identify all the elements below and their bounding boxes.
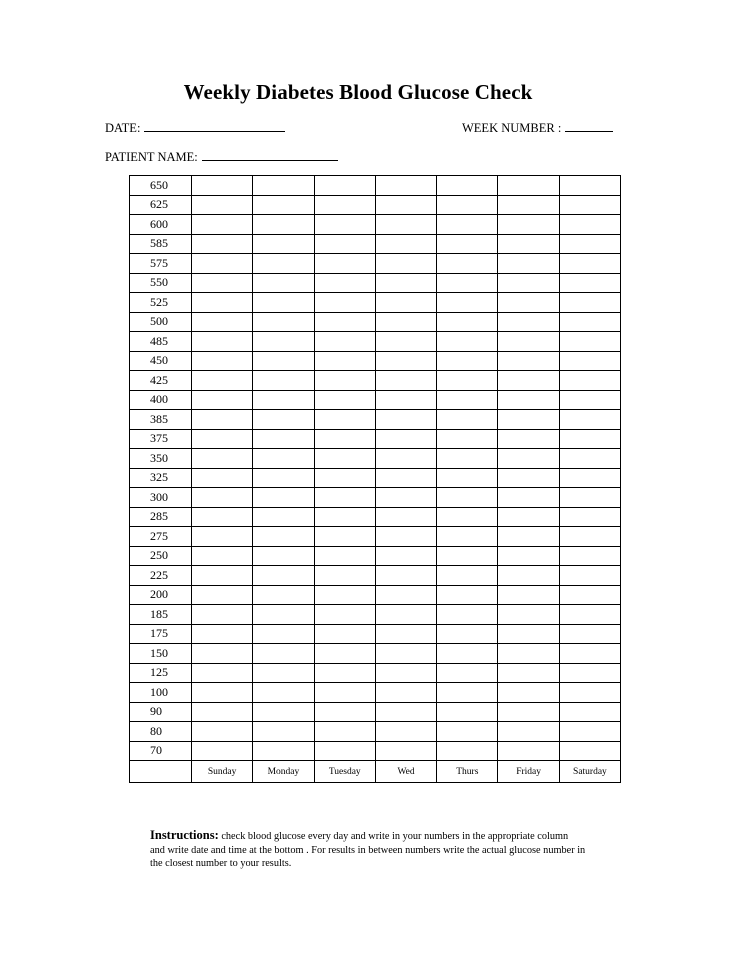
entry-cell[interactable] <box>375 722 436 742</box>
entry-cell[interactable] <box>559 488 620 508</box>
entry-cell[interactable] <box>437 176 498 196</box>
entry-cell[interactable] <box>375 195 436 215</box>
entry-cell[interactable] <box>498 410 559 430</box>
grid-row <box>130 371 621 391</box>
entry-cell[interactable] <box>375 254 436 274</box>
entry-cell[interactable] <box>375 566 436 586</box>
entry-cell[interactable] <box>437 468 498 488</box>
entry-cell[interactable] <box>437 663 498 683</box>
entry-cell[interactable] <box>192 566 253 586</box>
entry-cell[interactable] <box>253 429 314 449</box>
entry-cell[interactable] <box>314 663 375 683</box>
entry-cell[interactable] <box>498 488 559 508</box>
entry-cell[interactable] <box>437 195 498 215</box>
grid-row <box>130 351 621 371</box>
entry-cell[interactable] <box>253 332 314 352</box>
entry-cell[interactable] <box>498 312 559 332</box>
grid-row <box>130 449 621 469</box>
entry-cell[interactable] <box>437 312 498 332</box>
grid-row <box>130 468 621 488</box>
entry-cell[interactable] <box>498 273 559 293</box>
entry-cell[interactable] <box>559 566 620 586</box>
entry-cell[interactable] <box>192 371 253 391</box>
entry-cell[interactable] <box>253 663 314 683</box>
entry-cell[interactable] <box>192 507 253 527</box>
entry-cell[interactable] <box>375 390 436 410</box>
entry-cell[interactable] <box>192 449 253 469</box>
entry-cell[interactable] <box>192 176 253 196</box>
entry-cell[interactable] <box>253 215 314 235</box>
entry-cell[interactable] <box>253 605 314 625</box>
glucose-value-label: 585 <box>130 234 192 254</box>
instructions-line-2: and write date and time at the bottom . For results in between numbers write the actual glucose number in <box>150 844 586 856</box>
entry-cell[interactable] <box>498 351 559 371</box>
entry-cell[interactable] <box>375 507 436 527</box>
glucose-value-label: 300 <box>130 488 192 508</box>
entry-cell[interactable] <box>437 293 498 313</box>
week-number-blank-line[interactable] <box>565 120 613 132</box>
entry-cell[interactable] <box>559 546 620 566</box>
entry-cell[interactable] <box>559 410 620 430</box>
entry-cell[interactable] <box>314 195 375 215</box>
entry-cell[interactable] <box>375 741 436 761</box>
grid-row <box>130 527 621 547</box>
entry-cell[interactable] <box>192 624 253 644</box>
entry-cell[interactable] <box>253 644 314 664</box>
entry-cell[interactable] <box>375 644 436 664</box>
entry-cell[interactable] <box>375 468 436 488</box>
entry-cell[interactable] <box>314 624 375 644</box>
entry-cell[interactable] <box>437 390 498 410</box>
entry-cell[interactable] <box>314 273 375 293</box>
day-label-thurs: Thurs <box>437 761 498 783</box>
grid-row <box>130 683 621 703</box>
entry-cell[interactable] <box>437 527 498 547</box>
day-header-row <box>130 761 621 783</box>
grid-row <box>130 702 621 722</box>
entry-cell[interactable] <box>253 741 314 761</box>
glucose-value-label: 275 <box>130 527 192 547</box>
corner-cell <box>130 761 192 783</box>
entry-cell[interactable] <box>498 371 559 391</box>
glucose-value-label: 450 <box>130 351 192 371</box>
entry-cell[interactable] <box>498 293 559 313</box>
grid-row <box>130 605 621 625</box>
glucose-value-label: 500 <box>130 312 192 332</box>
entry-cell[interactable] <box>192 273 253 293</box>
entry-cell[interactable] <box>314 176 375 196</box>
glucose-value-label: 350 <box>130 449 192 469</box>
entry-cell[interactable] <box>253 624 314 644</box>
day-label-friday: Friday <box>498 761 559 783</box>
entry-cell[interactable] <box>314 312 375 332</box>
entry-cell[interactable] <box>375 371 436 391</box>
entry-cell[interactable] <box>498 605 559 625</box>
entry-cell[interactable] <box>314 683 375 703</box>
entry-cell[interactable] <box>253 176 314 196</box>
glucose-value-label: 250 <box>130 546 192 566</box>
entry-cell[interactable] <box>559 644 620 664</box>
entry-cell[interactable] <box>192 254 253 274</box>
entry-cell[interactable] <box>559 722 620 742</box>
entry-cell[interactable] <box>314 234 375 254</box>
entry-cell[interactable] <box>314 566 375 586</box>
page-title: Weekly Diabetes Blood Glucose Check <box>183 80 533 104</box>
entry-cell[interactable] <box>559 663 620 683</box>
date-field <box>105 120 285 136</box>
entry-cell[interactable] <box>192 332 253 352</box>
week-number-label: WEEK NUMBER : <box>462 121 562 135</box>
day-label-saturday: Saturday <box>559 761 620 783</box>
glucose-value-label: 385 <box>130 410 192 430</box>
entry-cell[interactable] <box>314 585 375 605</box>
entry-cell[interactable] <box>498 429 559 449</box>
entry-cell[interactable] <box>498 390 559 410</box>
entry-cell[interactable] <box>559 293 620 313</box>
entry-cell[interactable] <box>253 293 314 313</box>
glucose-value-label: 225 <box>130 566 192 586</box>
entry-cell[interactable] <box>498 254 559 274</box>
entry-cell[interactable] <box>559 176 620 196</box>
entry-cell[interactable] <box>253 527 314 547</box>
entry-cell[interactable] <box>559 429 620 449</box>
entry-cell[interactable] <box>253 507 314 527</box>
entry-cell[interactable] <box>192 351 253 371</box>
glucose-value-label: 150 <box>130 644 192 664</box>
entry-cell[interactable] <box>498 468 559 488</box>
entry-cell[interactable] <box>437 741 498 761</box>
entry-cell[interactable] <box>314 390 375 410</box>
entry-cell[interactable] <box>498 176 559 196</box>
entry-cell[interactable] <box>192 741 253 761</box>
entry-cell[interactable] <box>253 351 314 371</box>
entry-cell[interactable] <box>253 371 314 391</box>
instructions-line-1: check blood glucose every day and write in your numbers in the appropriate column <box>218 831 569 842</box>
entry-cell[interactable] <box>192 527 253 547</box>
entry-cell[interactable] <box>498 332 559 352</box>
glucose-value-label: 325 <box>130 468 192 488</box>
entry-cell[interactable] <box>253 702 314 722</box>
glucose-value-label: 625 <box>130 195 192 215</box>
entry-cell[interactable] <box>559 332 620 352</box>
entry-cell[interactable] <box>314 644 375 664</box>
entry-cell[interactable] <box>437 351 498 371</box>
entry-cell[interactable] <box>192 683 253 703</box>
entry-cell[interactable] <box>559 254 620 274</box>
entry-cell[interactable] <box>314 702 375 722</box>
entry-cell[interactable] <box>192 293 253 313</box>
entry-cell[interactable] <box>314 371 375 391</box>
entry-cell[interactable] <box>559 624 620 644</box>
entry-cell[interactable] <box>437 644 498 664</box>
entry-cell[interactable] <box>314 605 375 625</box>
entry-cell[interactable] <box>375 624 436 644</box>
entry-cell[interactable] <box>375 663 436 683</box>
entry-cell[interactable] <box>375 605 436 625</box>
entry-cell[interactable] <box>559 273 620 293</box>
entry-cell[interactable] <box>437 722 498 742</box>
entry-cell[interactable] <box>375 176 436 196</box>
entry-cell[interactable] <box>498 215 559 235</box>
entry-cell[interactable] <box>375 332 436 352</box>
entry-cell[interactable] <box>314 546 375 566</box>
entry-cell[interactable] <box>559 449 620 469</box>
grid-row <box>130 410 621 430</box>
entry-cell[interactable] <box>192 585 253 605</box>
entry-cell[interactable] <box>437 371 498 391</box>
entry-cell[interactable] <box>437 566 498 586</box>
entry-cell[interactable] <box>253 449 314 469</box>
grid-row <box>130 215 621 235</box>
entry-cell[interactable] <box>192 722 253 742</box>
entry-cell[interactable] <box>314 468 375 488</box>
entry-cell[interactable] <box>559 390 620 410</box>
entry-cell[interactable] <box>559 702 620 722</box>
entry-cell[interactable] <box>314 741 375 761</box>
entry-cell[interactable] <box>498 546 559 566</box>
entry-cell[interactable] <box>314 332 375 352</box>
entry-cell[interactable] <box>375 488 436 508</box>
glucose-value-label: 575 <box>130 254 192 274</box>
grid-row <box>130 234 621 254</box>
patient-name-label: PATIENT NAME: <box>105 150 198 164</box>
entry-cell[interactable] <box>559 585 620 605</box>
entry-cell[interactable] <box>192 546 253 566</box>
date-label: DATE: <box>105 121 141 135</box>
entry-cell[interactable] <box>253 234 314 254</box>
entry-cell[interactable] <box>253 273 314 293</box>
entry-cell[interactable] <box>314 429 375 449</box>
entry-cell[interactable] <box>437 234 498 254</box>
entry-cell[interactable] <box>253 546 314 566</box>
entry-cell[interactable] <box>314 410 375 430</box>
entry-cell[interactable] <box>192 410 253 430</box>
grid-row <box>130 488 621 508</box>
entry-cell[interactable] <box>314 507 375 527</box>
entry-cell[interactable] <box>314 449 375 469</box>
entry-cell[interactable] <box>559 312 620 332</box>
grid-row <box>130 293 621 313</box>
entry-cell[interactable] <box>253 254 314 274</box>
entry-cell[interactable] <box>375 410 436 430</box>
entry-cell[interactable] <box>437 702 498 722</box>
entry-cell[interactable] <box>559 468 620 488</box>
entry-cell[interactable] <box>375 351 436 371</box>
glucose-value-label: 600 <box>130 215 192 235</box>
entry-cell[interactable] <box>253 683 314 703</box>
grid-row <box>130 585 621 605</box>
glucose-value-label: 375 <box>130 429 192 449</box>
day-label-monday: Monday <box>253 761 314 783</box>
entry-cell[interactable] <box>437 585 498 605</box>
entry-cell[interactable] <box>498 741 559 761</box>
entry-cell[interactable] <box>559 371 620 391</box>
entry-cell[interactable] <box>559 215 620 235</box>
glucose-value-label: 650 <box>130 176 192 196</box>
entry-cell[interactable] <box>437 624 498 644</box>
entry-cell[interactable] <box>375 449 436 469</box>
entry-cell[interactable] <box>498 624 559 644</box>
glucose-value-label: 425 <box>130 371 192 391</box>
entry-cell[interactable] <box>253 585 314 605</box>
entry-cell[interactable] <box>437 488 498 508</box>
entry-cell[interactable] <box>253 312 314 332</box>
entry-cell[interactable] <box>559 527 620 547</box>
patient-name-blank-line[interactable] <box>202 149 338 161</box>
entry-cell[interactable] <box>375 429 436 449</box>
grid-row <box>130 741 621 761</box>
entry-cell[interactable] <box>498 585 559 605</box>
date-blank-line[interactable] <box>144 120 285 132</box>
entry-cell[interactable] <box>192 468 253 488</box>
grid-row <box>130 624 621 644</box>
entry-cell[interactable] <box>437 332 498 352</box>
entry-cell[interactable] <box>314 722 375 742</box>
entry-cell[interactable] <box>375 312 436 332</box>
entry-cell[interactable] <box>437 215 498 235</box>
entry-cell[interactable] <box>437 429 498 449</box>
glucose-value-label: 550 <box>130 273 192 293</box>
entry-cell[interactable] <box>314 215 375 235</box>
entry-cell[interactable] <box>314 351 375 371</box>
grid-row <box>130 195 621 215</box>
entry-cell[interactable] <box>498 663 559 683</box>
entry-cell[interactable] <box>498 702 559 722</box>
entry-cell[interactable] <box>192 488 253 508</box>
entry-cell[interactable] <box>375 683 436 703</box>
entry-cell[interactable] <box>375 546 436 566</box>
entry-cell[interactable] <box>559 683 620 703</box>
entry-cell[interactable] <box>192 312 253 332</box>
grid-row <box>130 507 621 527</box>
entry-cell[interactable] <box>559 507 620 527</box>
grid-row <box>130 176 621 196</box>
grid-row <box>130 254 621 274</box>
entry-cell[interactable] <box>314 488 375 508</box>
entry-cell[interactable] <box>192 234 253 254</box>
grid-row <box>130 273 621 293</box>
entry-cell[interactable] <box>498 722 559 742</box>
entry-cell[interactable] <box>375 293 436 313</box>
glucose-value-label: 400 <box>130 390 192 410</box>
entry-cell[interactable] <box>192 702 253 722</box>
entry-cell[interactable] <box>314 254 375 274</box>
entry-cell[interactable] <box>437 683 498 703</box>
patient-name-field <box>105 149 338 165</box>
entry-cell[interactable] <box>375 527 436 547</box>
grid-row <box>130 644 621 664</box>
entry-cell[interactable] <box>375 702 436 722</box>
glucose-value-label: 90 <box>130 702 192 722</box>
glucose-value-label: 185 <box>130 605 192 625</box>
entry-cell[interactable] <box>192 429 253 449</box>
day-label-tuesday: Tuesday <box>314 761 375 783</box>
entry-cell[interactable] <box>253 722 314 742</box>
glucose-value-label: 525 <box>130 293 192 313</box>
grid-row <box>130 312 621 332</box>
entry-cell[interactable] <box>253 488 314 508</box>
week-number-field <box>462 120 613 136</box>
entry-cell[interactable] <box>498 527 559 547</box>
entry-cell[interactable] <box>253 468 314 488</box>
glucose-value-label: 80 <box>130 722 192 742</box>
entry-cell[interactable] <box>192 195 253 215</box>
entry-cell[interactable] <box>253 390 314 410</box>
entry-cell[interactable] <box>437 546 498 566</box>
entry-cell[interactable] <box>437 449 498 469</box>
entry-cell[interactable] <box>559 234 620 254</box>
instructions-lead: Instructions: <box>150 828 219 842</box>
entry-cell[interactable] <box>375 234 436 254</box>
grid-row <box>130 546 621 566</box>
day-label-sunday: Sunday <box>192 761 253 783</box>
day-label-wed: Wed <box>375 761 436 783</box>
entry-cell[interactable] <box>437 410 498 430</box>
entry-cell[interactable] <box>314 527 375 547</box>
entry-cell[interactable] <box>437 507 498 527</box>
grid-row <box>130 722 621 742</box>
glucose-value-label: 70 <box>130 741 192 761</box>
glucose-value-label: 125 <box>130 663 192 683</box>
instructions-line-3: the closest number to your results. <box>150 858 292 869</box>
glucose-value-label: 100 <box>130 683 192 703</box>
entry-cell[interactable] <box>498 234 559 254</box>
grid-row <box>130 332 621 352</box>
entry-cell[interactable] <box>559 605 620 625</box>
entry-cell[interactable] <box>437 254 498 274</box>
entry-cell[interactable] <box>253 410 314 430</box>
entry-cell[interactable] <box>253 195 314 215</box>
entry-cell[interactable] <box>498 449 559 469</box>
entry-cell[interactable] <box>192 605 253 625</box>
entry-cell[interactable] <box>437 273 498 293</box>
entry-cell[interactable] <box>192 390 253 410</box>
entry-cell[interactable] <box>192 663 253 683</box>
instructions <box>150 829 630 871</box>
entry-cell[interactable] <box>253 566 314 586</box>
grid-row <box>130 390 621 410</box>
entry-cell[interactable] <box>498 195 559 215</box>
entry-cell[interactable] <box>192 215 253 235</box>
grid-row <box>130 663 621 683</box>
entry-cell[interactable] <box>498 507 559 527</box>
grid-row <box>130 429 621 449</box>
entry-cell[interactable] <box>559 195 620 215</box>
glucose-grid <box>129 175 621 783</box>
entry-cell[interactable] <box>437 605 498 625</box>
entry-cell[interactable] <box>498 566 559 586</box>
entry-cell[interactable] <box>498 683 559 703</box>
glucose-value-label: 285 <box>130 507 192 527</box>
entry-cell[interactable] <box>559 741 620 761</box>
entry-cell[interactable] <box>375 273 436 293</box>
grid-row <box>130 566 621 586</box>
glucose-value-label: 175 <box>130 624 192 644</box>
entry-cell[interactable] <box>192 644 253 664</box>
entry-cell[interactable] <box>559 351 620 371</box>
glucose-value-label: 485 <box>130 332 192 352</box>
entry-cell[interactable] <box>498 644 559 664</box>
glucose-value-label: 200 <box>130 585 192 605</box>
entry-cell[interactable] <box>314 293 375 313</box>
entry-cell[interactable] <box>375 215 436 235</box>
entry-cell[interactable] <box>375 585 436 605</box>
